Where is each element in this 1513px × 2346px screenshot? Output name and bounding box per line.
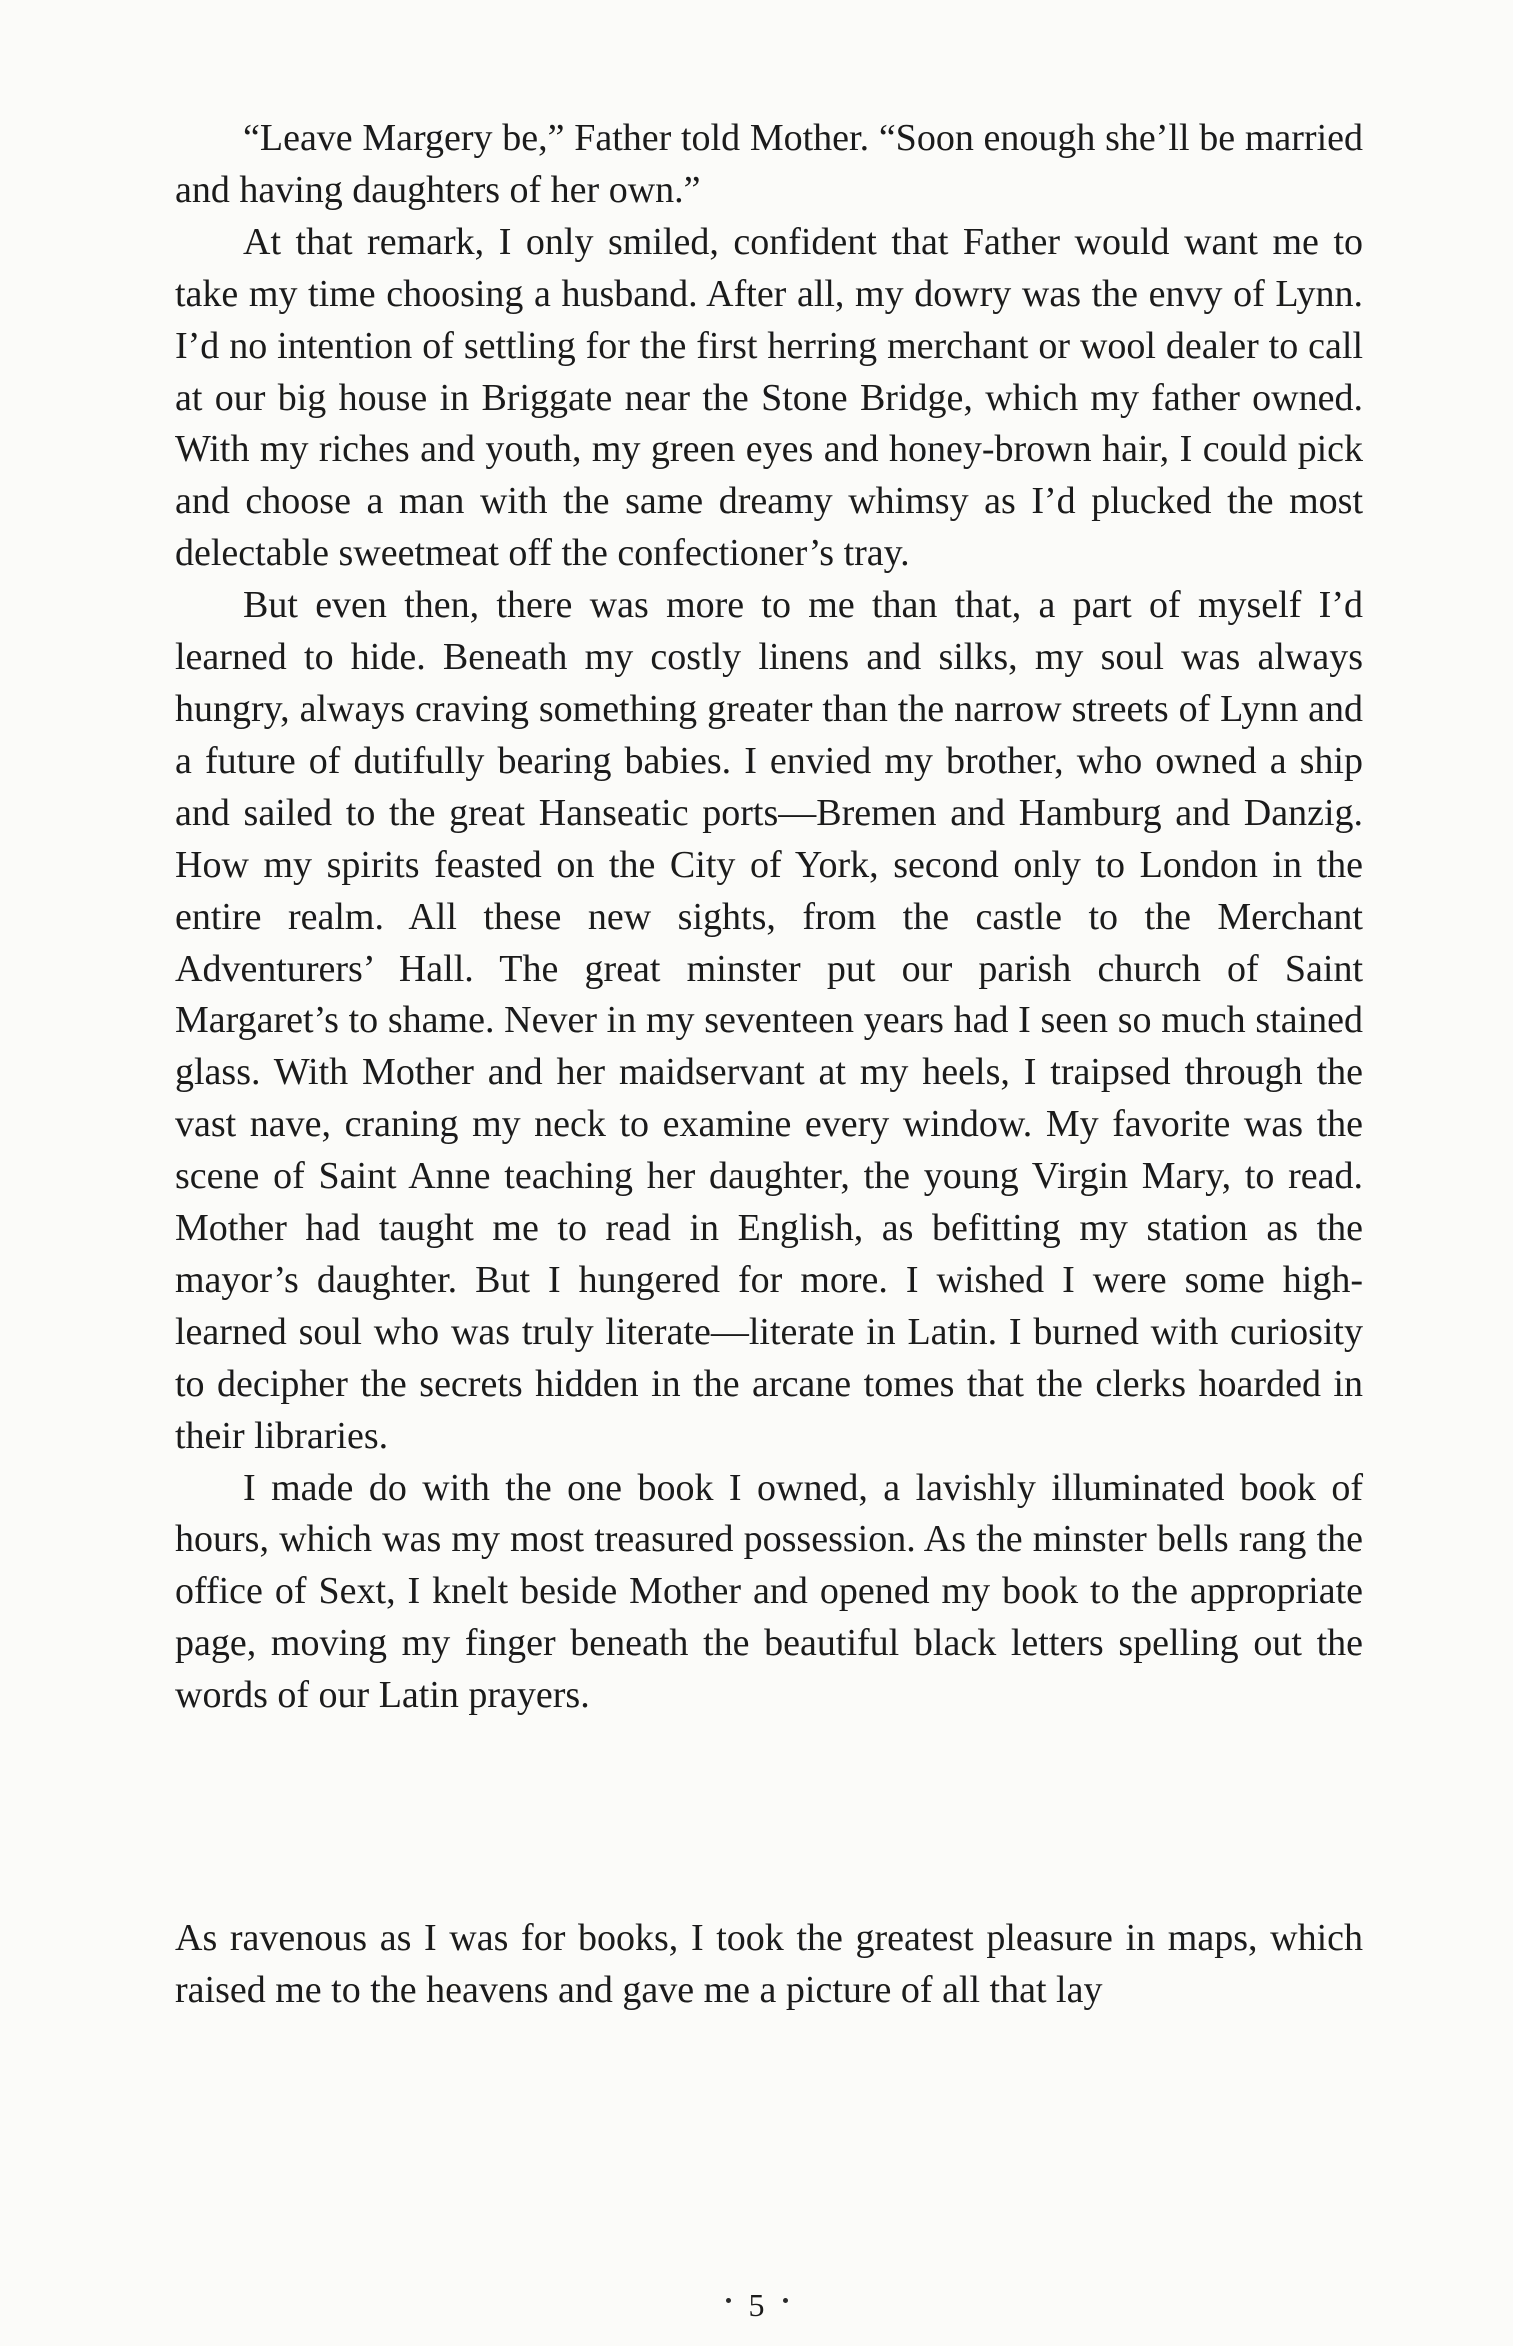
folio-dot-icon <box>783 2298 788 2303</box>
body-text-section-1 <box>175 113 1363 1722</box>
paragraph: “Leave Margery be,” Father told Mother. “Soon enough she’ll be married and having daughters of her own.” <box>175 117 1363 211</box>
body-text-section-2 <box>175 1913 1363 2017</box>
paragraph: I made do with the one book I owned, a lavishly illuminated book of hours, which was my most treasured possession. As the minster bells rang the office of Sext, I knelt beside Mother and opened my book to the appropriate page, moving my finger beneath the beautiful black letters spelling out the words of our Latin prayers. <box>175 1466 1363 1717</box>
page-number: 5 <box>748 2287 765 2323</box>
page-number-footer <box>0 2287 1513 2324</box>
paragraph: At that remark, I only smiled, confident that Father would want me to take my time choosing a husband. After all, my dowry was the envy of Lynn. I’d no intention of settling for the first herring merchant or wool dealer to call at our big house in Briggate near the Stone Bridge, which my father owned. With my riches and youth, my green eyes and honey-brown hair, I could pick and choose a man with the same dreamy whimsy as I’d plucked the most delectable sweetmeat off the confectioner’s tray. <box>175 220 1363 575</box>
paragraph: But even then, there was more to me than that, a part of myself I’d learned to hide. Beneath my costly linens and silks, my soul was always hungry, always craving something greater than the narrow streets of Lynn and a future of dutifully bearing babies. I envied my brother, who owned a ship and sailed to the great Hanseatic ports—Bremen and Hamburg and Danzig. How my spirits feasted on the City of York, second only to London in the entire realm. All these new sights, from the castle to the Merchant Adventurers’ Hall. The great minster put our parish church of Saint Margaret’s to shame. Never in my seventeen years had I seen so much stained glass. With Mother and her maidservant at my heels, I traipsed through the vast nave, craning my neck to examine every window. My favorite was the scene of Saint Anne teaching her daughter, the young Virgin Mary, to read. Mother had taught me to read in English, as befitting my station as the mayor’s daughter. But I hungered for more. I wished I were some high-learned soul who was truly literate—literate in Latin. I burned with curiosity to decipher the secrets hidden in the arcane tomes that the clerks hoarded in their libraries. <box>175 584 1363 1457</box>
paragraph: As ravenous as I was for books, I took the greatest pleasure in maps, which raised me to the heavens and gave me a picture of all that lay <box>175 1917 1363 2011</box>
folio-dot-icon <box>726 2298 731 2303</box>
